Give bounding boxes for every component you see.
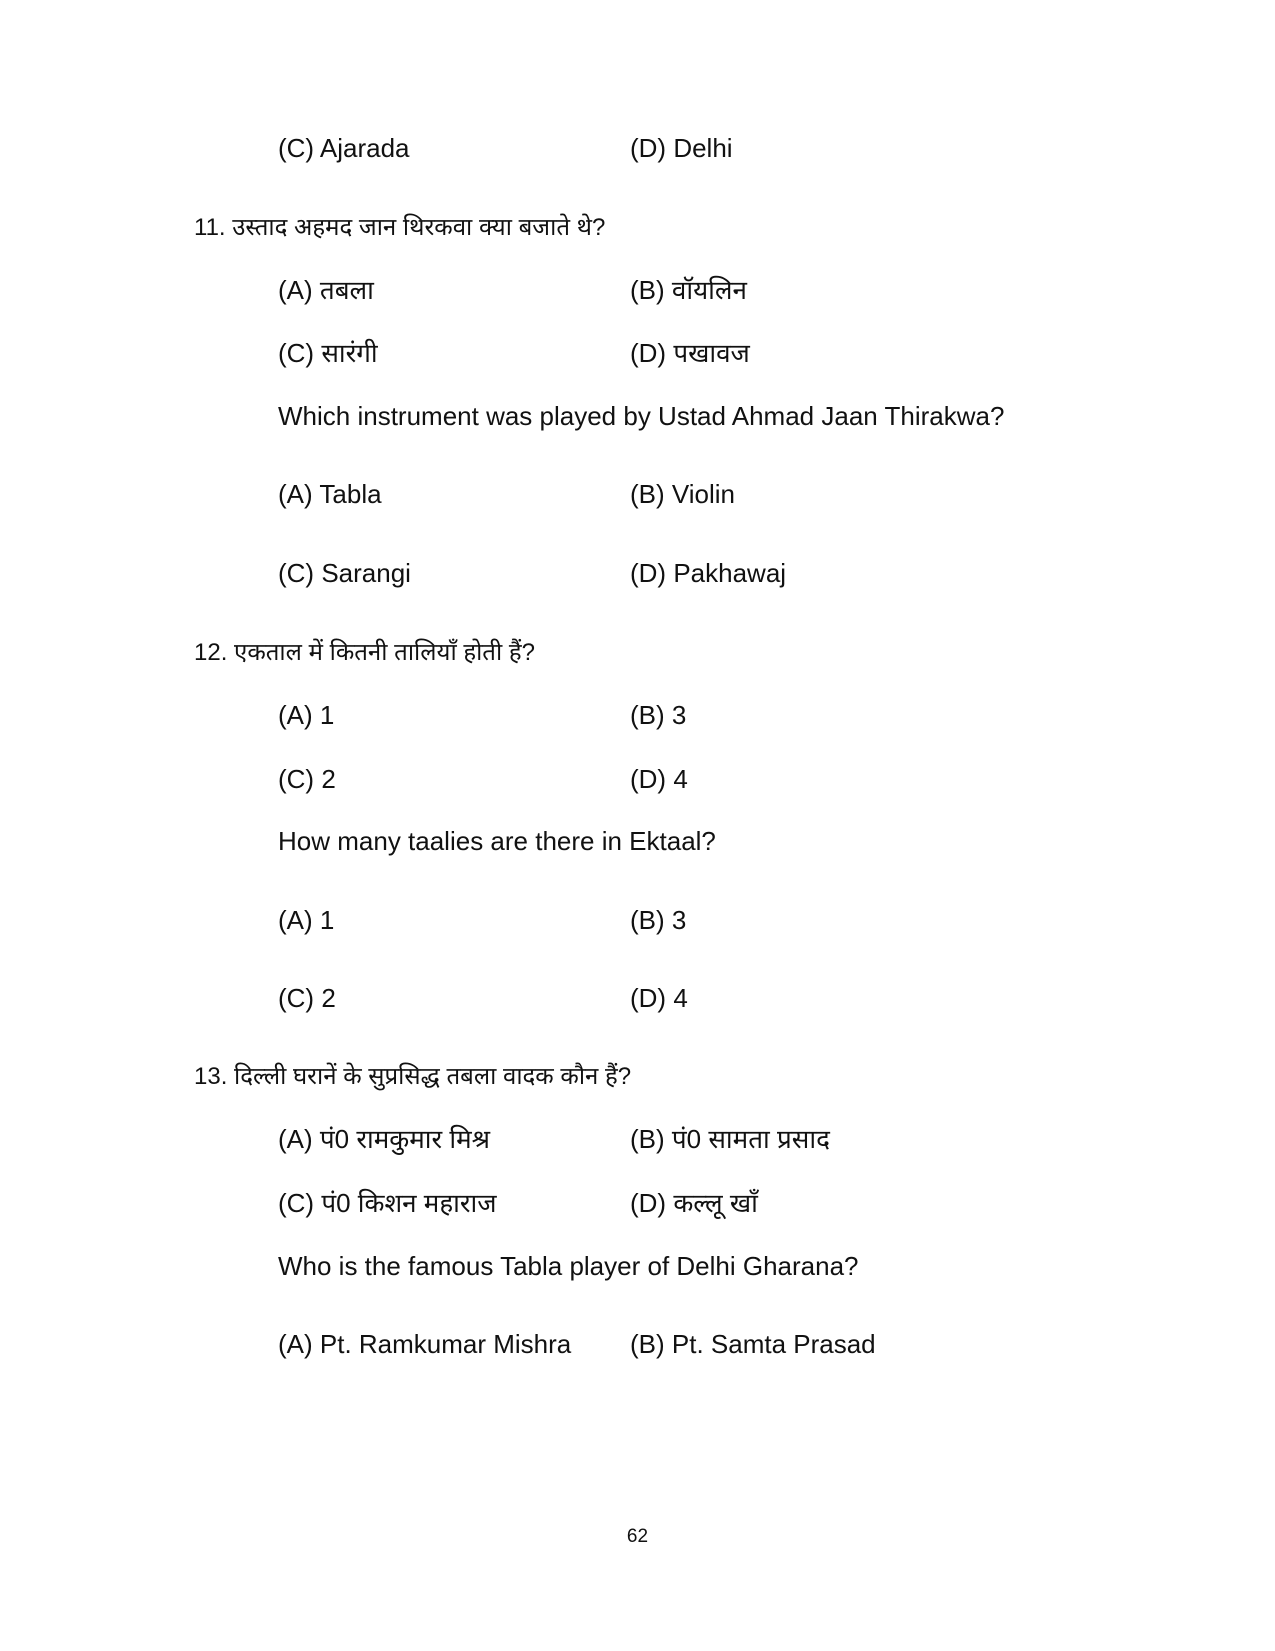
q11-english-option-a: (A) Tabla <box>278 479 382 509</box>
question-11-hindi <box>194 212 605 244</box>
q13-english-option-a: (A) Pt. Ramkumar Mishra <box>278 1329 572 1359</box>
question-text-hindi: उस्ताद अहमद जान थिरकवा क्या बजाते थे? <box>232 214 606 241</box>
q12-hindi-option-b: (B) 3 <box>630 700 687 730</box>
question-number: 11. <box>194 214 226 241</box>
question-12-english: How many taalies are there in Ektaal? <box>278 826 716 856</box>
prev-option-d: (D) Delhi <box>630 133 733 163</box>
question-number: 13. <box>194 1063 228 1090</box>
q12-english-option-b: (B) 3 <box>630 905 687 935</box>
q12-hindi-option-c: (C) 2 <box>278 764 336 794</box>
q11-english-option-d: (D) Pakhawaj <box>630 558 787 588</box>
q13-hindi-option-b: (B) पं0 सामता प्रसाद <box>630 1124 830 1154</box>
q13-hindi-option-c: (C) पं0 किशन महाराज <box>278 1188 497 1218</box>
q11-english-option-b: (B) Violin <box>630 479 736 509</box>
q13-english-option-b: (B) Pt. Samta Prasad <box>630 1329 876 1359</box>
question-12-hindi <box>194 637 535 669</box>
q11-hindi-option-b: (B) वॉयलिन <box>630 275 747 305</box>
q11-hindi-option-a: (A) तबला <box>278 275 374 305</box>
q11-hindi-option-c: (C) सारंगी <box>278 338 378 368</box>
question-number: 12. <box>194 639 228 666</box>
question-13-hindi <box>194 1061 631 1093</box>
q13-hindi-option-a: (A) पं0 रामकुमार मिश्र <box>278 1124 491 1154</box>
q12-english-option-d: (D) 4 <box>630 983 688 1013</box>
question-13-english: Who is the famous Tabla player of Delhi Gharana? <box>278 1251 859 1281</box>
q12-english-option-c: (C) 2 <box>278 983 336 1013</box>
question-11-english: Which instrument was played by Ustad Ahmad Jaan Thirakwa? <box>278 401 1005 431</box>
page-number: 62 <box>626 1526 649 1547</box>
question-text-hindi: एकताल में कितनी तालियाँ होती हैं? <box>234 639 535 666</box>
q12-hindi-option-d: (D) 4 <box>630 764 688 794</box>
q11-english-option-c: (C) Sarangi <box>278 558 411 588</box>
prev-option-c: (C) Ajarada <box>278 133 410 163</box>
question-text-hindi: दिल्ली घरानें के सुप्रसिद्ध तबला वादक कौन हैं? <box>234 1063 632 1090</box>
q11-hindi-option-d: (D) पखावज <box>630 338 750 368</box>
q13-hindi-option-d: (D) कल्लू खाँ <box>630 1188 758 1218</box>
q12-hindi-option-a: (A) 1 <box>278 700 335 730</box>
q12-english-option-a: (A) 1 <box>278 905 335 935</box>
